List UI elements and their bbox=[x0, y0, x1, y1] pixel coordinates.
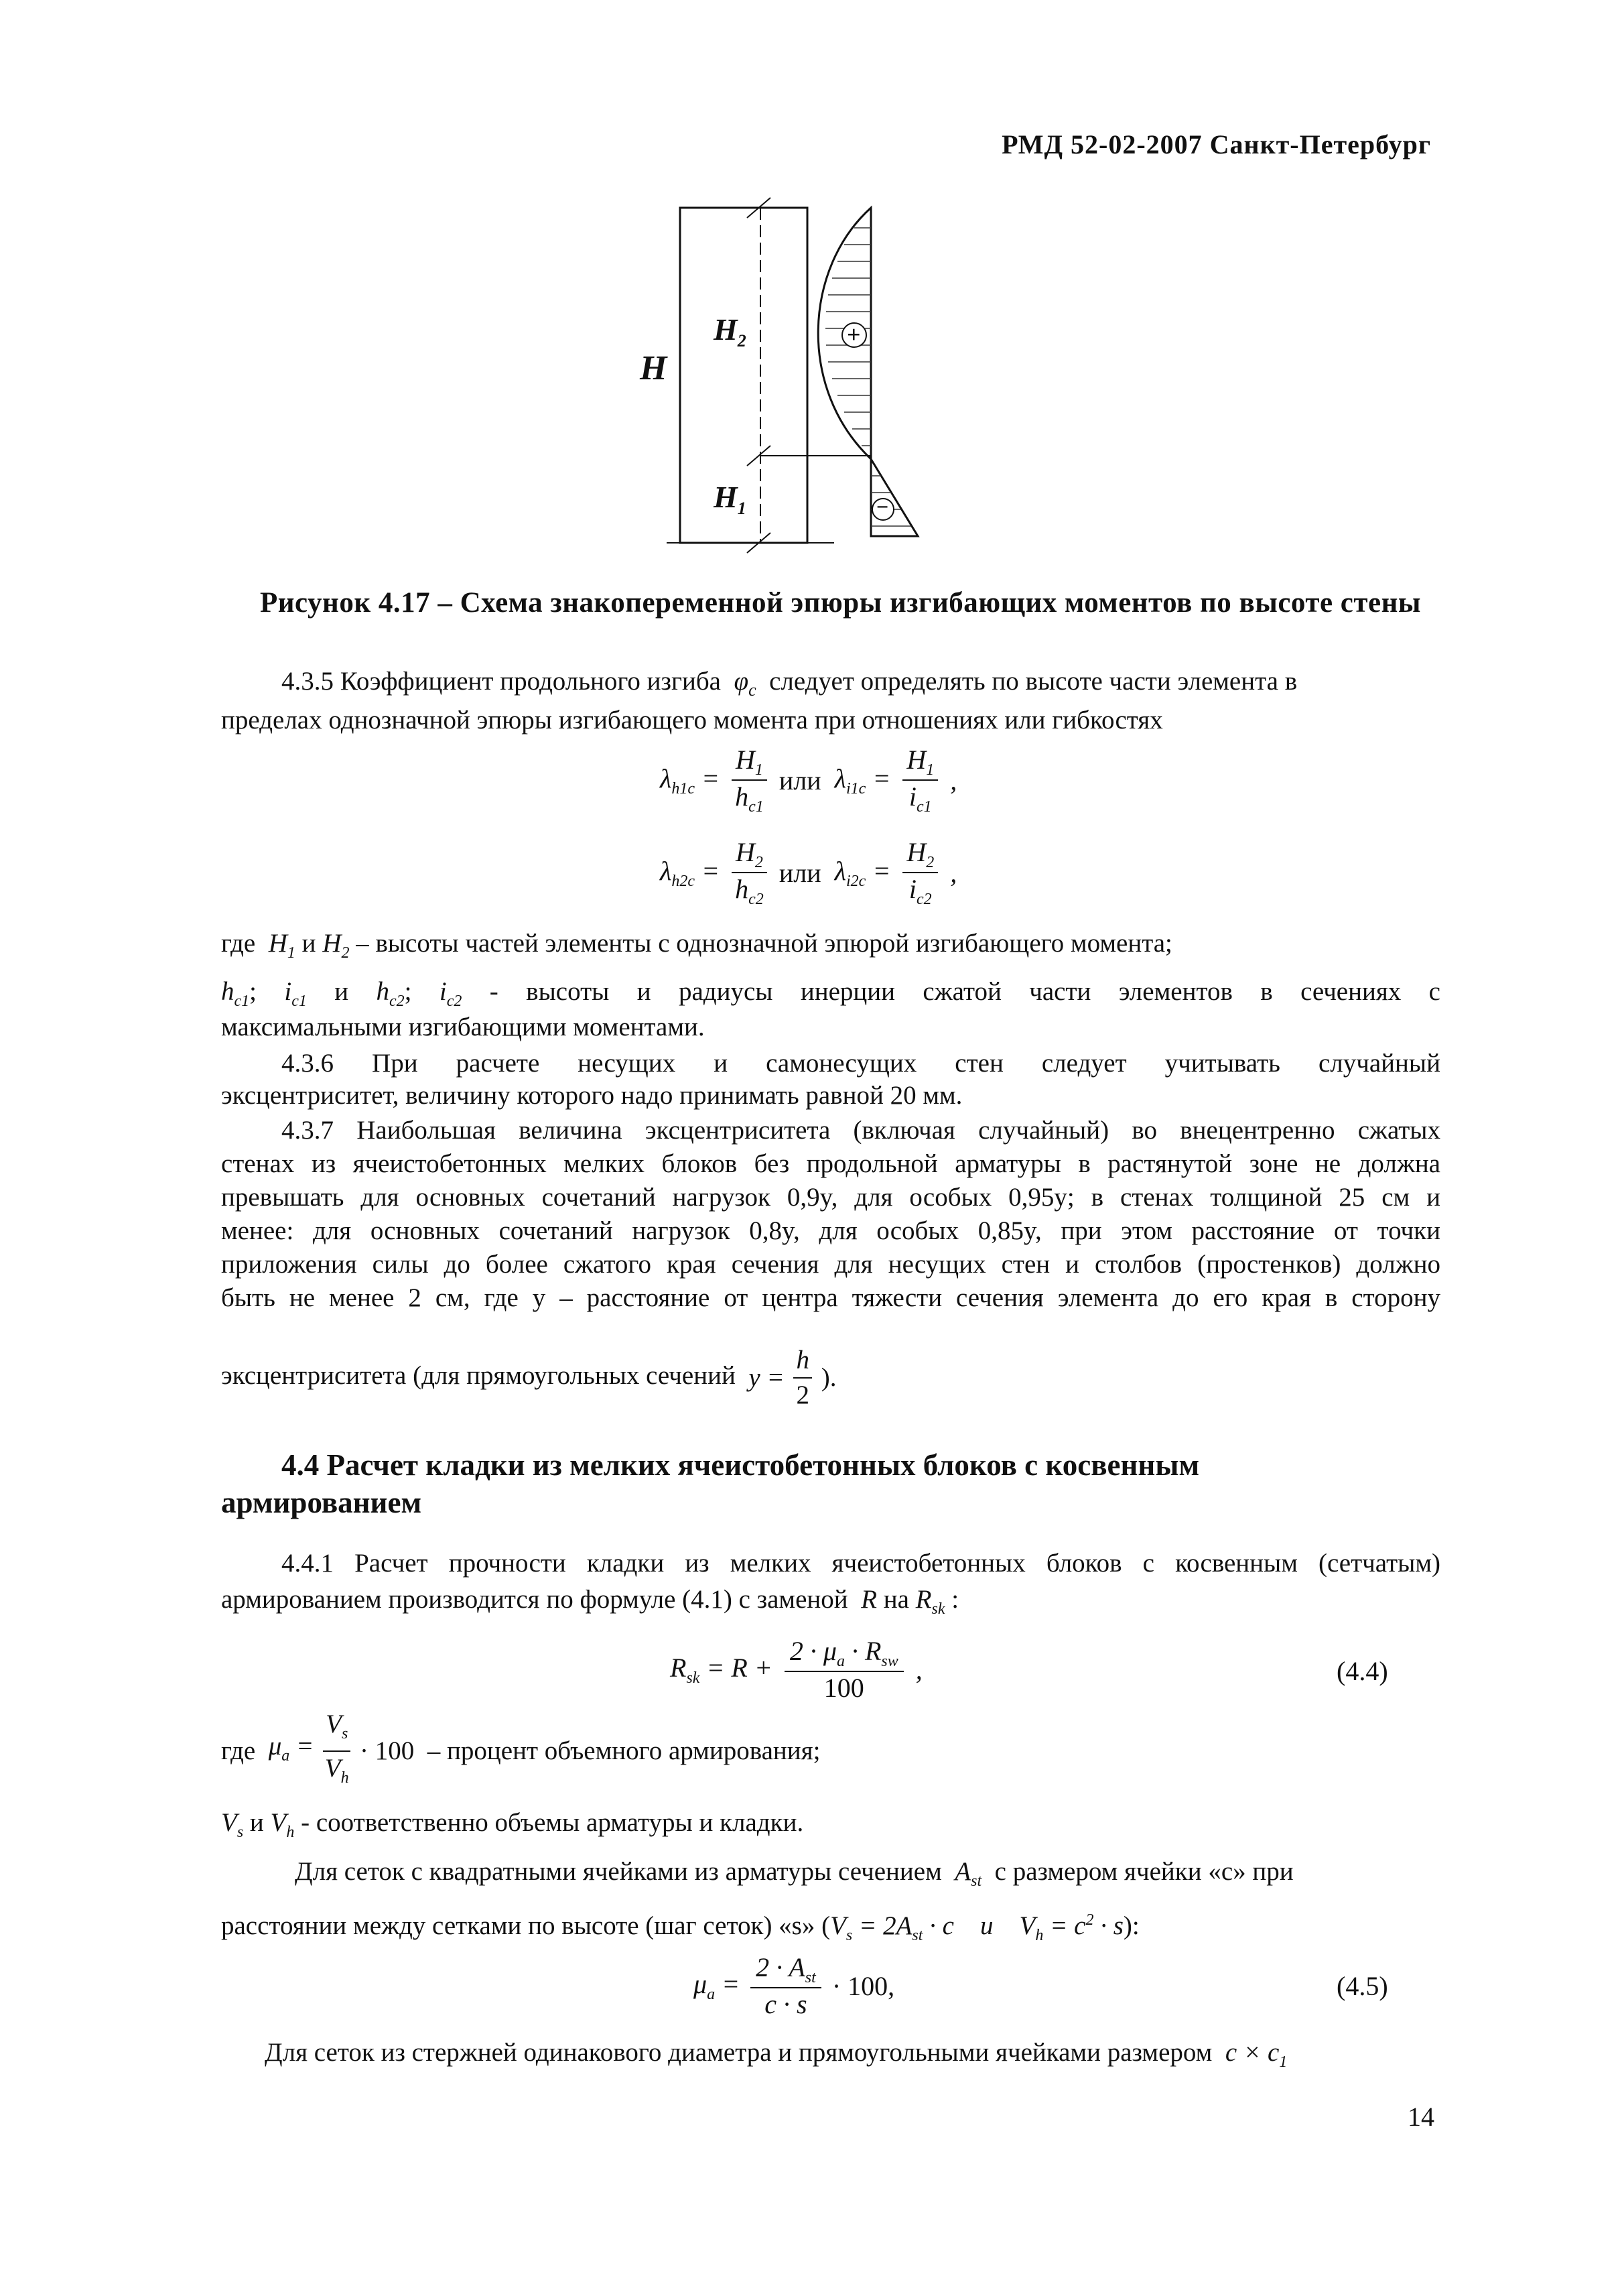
vs-vh-line: $V_s$ и $V_h$ - соответственно объемы арматуры и кладки. bbox=[221, 1808, 804, 1841]
minus-sign: − bbox=[876, 495, 889, 519]
p435-line2: пределах однозначной эпюры изгибающего момента при отношениях или гибкостях bbox=[221, 706, 1163, 735]
grid-line2: расстоянии между сетками по высоте (шаг сеток) «s» ($V_s = 2A_{st} \cdot c$ u $V_h = c^2 \cdot s$): bbox=[221, 1911, 1140, 1944]
p441-line2-text: армированием производится по формуле (4.1) с заменой bbox=[221, 1585, 848, 1614]
section-44-line1: 4.4 Расчет кладки из мелких ячеистобетонных блоков с косвенным bbox=[281, 1448, 1200, 1482]
formula-4-5: $\mu_a$ = $2 \cdot A_{st}$ c · s · 100, bbox=[693, 1952, 895, 2019]
p435-b: следует определять по высоте части элемента в bbox=[769, 667, 1298, 696]
rect-cells-line: Для сеток из стержней одинакового диаметра и прямоугольными ячейками размером $c \times c_1$ bbox=[265, 2038, 1288, 2071]
hc-line2: максимальными изгибающими моментами. bbox=[221, 1013, 705, 1041]
or-word-1: или bbox=[779, 765, 821, 795]
label-H1-text: H bbox=[714, 480, 738, 514]
grid-line1-text: Для сеток с квадратными ячейками из арматуры сечением bbox=[295, 1857, 942, 1886]
figure-caption: Рисунок 4.17 – Схема знакопеременной эпюры изгибающих моментов по высоте стены bbox=[260, 587, 1421, 619]
p437-line5: приложения силы до более сжатого края сечения для несущих стен и столбов (простенков) должно bbox=[221, 1250, 1440, 1279]
p437-line7-text: эксцентриситета (для прямоугольных сечений bbox=[221, 1360, 736, 1390]
grid-line2-text: расстоянии между сетками по высоте (шаг сеток) «s» ( bbox=[221, 1911, 831, 1940]
equation-number-4-5: (4.5) bbox=[1337, 1971, 1388, 2001]
label-H1-sub: 1 bbox=[737, 499, 746, 519]
p437-line6: быть не менее 2 см, где y – расстояние от центра тяжести сечения элемента до его края в сторону bbox=[221, 1283, 1440, 1312]
p441-on: на bbox=[883, 1585, 909, 1614]
document-header: РМД 52-02-2007 Санкт-Петербург bbox=[1002, 129, 1431, 160]
where-h-word: где bbox=[221, 929, 256, 958]
mu-where-line: где $\mu_a$ = $\frac{V_s}{V_h}$ · 100 – процент объемного армирования; bbox=[221, 1708, 1440, 1795]
p435-a: 4.3.5 Коэффициент продольного изгиба bbox=[281, 667, 721, 696]
formula-lambda-2: $\lambda_{h2c}$ = $\frac{H_2}{h_{c2}}$ или $\lambda_{i2c}$ = $\frac{H_2}{i_{c2}}$ , bbox=[660, 837, 957, 908]
p437-line1: 4.3.7 Наибольшая величина эксцентриситета (включая случайный) во внецентренно сжатых bbox=[281, 1116, 1440, 1145]
p437-line7: эксцентриситета (для прямоугольных сечений y = $\frac{h}{2}$ ). bbox=[221, 1344, 1440, 1412]
mu-100: 100 bbox=[375, 1736, 415, 1765]
p437-line4: менее: для основных сочетаний нагрузок 0,8y, для особых 0,85y, при этом расстояние от точки bbox=[221, 1216, 1440, 1245]
label-H-text: H bbox=[640, 349, 667, 387]
label-H2-text: H bbox=[714, 312, 738, 346]
mu-tail: – процент объемного армирования; bbox=[427, 1736, 821, 1765]
grid-line1-tail: с размером ячейки «c» при bbox=[994, 1857, 1294, 1886]
formula-4-4: $R_{sk} = R$ + $2 \cdot \mu_a \cdot R_{sw}$ 100 , bbox=[670, 1636, 923, 1703]
formula-4-5-100: 100 bbox=[848, 1970, 888, 2001]
formula-4-4-denominator: 100 bbox=[823, 1673, 864, 1703]
p436-line1: 4.3.6 При расчете несущих и самонесущих стен следует учитывать случайный bbox=[281, 1049, 1440, 1078]
p437-line2: стенах из ячеистобетонных мелких блоков без продольной арматуры в растянутой зоне не должна bbox=[221, 1149, 1440, 1178]
grid-line1: Для сеток с квадратными ячейками из арматуры сечением $A_{st}$ с размером ячейки «c» при bbox=[295, 1857, 1294, 1890]
section-44-line2: армированием bbox=[221, 1486, 422, 1519]
formula-lambda-1: $\lambda_{h1c}$ = $\frac{H_1}{h_{c1}}$ или $\lambda_{i1c}$ = $\frac{H_1}{i_{c1}}$ , bbox=[660, 745, 957, 816]
plus-sign: + bbox=[847, 321, 861, 348]
p437-line3: превышать для основных сочетаний нагрузок 0,9y, для особых 0,95y; в стенах толщиной 25 см и bbox=[221, 1183, 1440, 1212]
p435-line1 bbox=[281, 665, 1440, 707]
rect-cells-text: Для сеток из стержней одинакового диаметра и прямоугольными ячейками размером bbox=[265, 2038, 1213, 2067]
p441-line2: армированием производится по формуле (4.1) с заменой R на $R_{sk}$ : bbox=[221, 1585, 959, 1618]
or-word-2: или bbox=[779, 857, 821, 888]
label-H2-sub: 2 bbox=[737, 331, 746, 351]
page-number: 14 bbox=[1408, 2102, 1434, 2132]
hc-line1-text: - высоты и радиусы инерции сжатой части элементов в сечениях с bbox=[489, 977, 1440, 1006]
label-H bbox=[640, 348, 667, 388]
label-H2 bbox=[714, 312, 746, 351]
label-H1 bbox=[714, 479, 746, 519]
mu-where-word: где bbox=[221, 1736, 256, 1765]
where-h-line: где $H_1$ и $H_2$ – высоты частей элементы с однозначной эпюрой изгибающего момента; bbox=[221, 929, 1172, 962]
p436-line2: эксцентриситет, величину которого надо принимать равной 20 мм. bbox=[221, 1081, 963, 1110]
phi-c-symbol: $\varphi_c$ bbox=[727, 667, 756, 700]
hc-line1: $h_{c1}$; $i_{c1}$ и $h_{c2}$; $i_{c2}$ - высоты и радиусы инерции сжатой части элементов в сечениях с bbox=[221, 977, 1440, 1010]
section-44-title bbox=[281, 1446, 1440, 1484]
vs-tail: - соответственно объемы арматуры и кладки. bbox=[301, 1808, 804, 1837]
equation-number-4-4: (4.4) bbox=[1337, 1656, 1388, 1686]
where-h-tail: – высоты частей элементы с однозначной эпюрой изгибающего момента; bbox=[356, 929, 1172, 958]
p441-line1: 4.4.1 Расчет прочности кладки из мелких ячеистобетонных блоков с косвенным (сетчатым) bbox=[281, 1549, 1440, 1578]
half-denominator: 2 bbox=[796, 1381, 809, 1409]
